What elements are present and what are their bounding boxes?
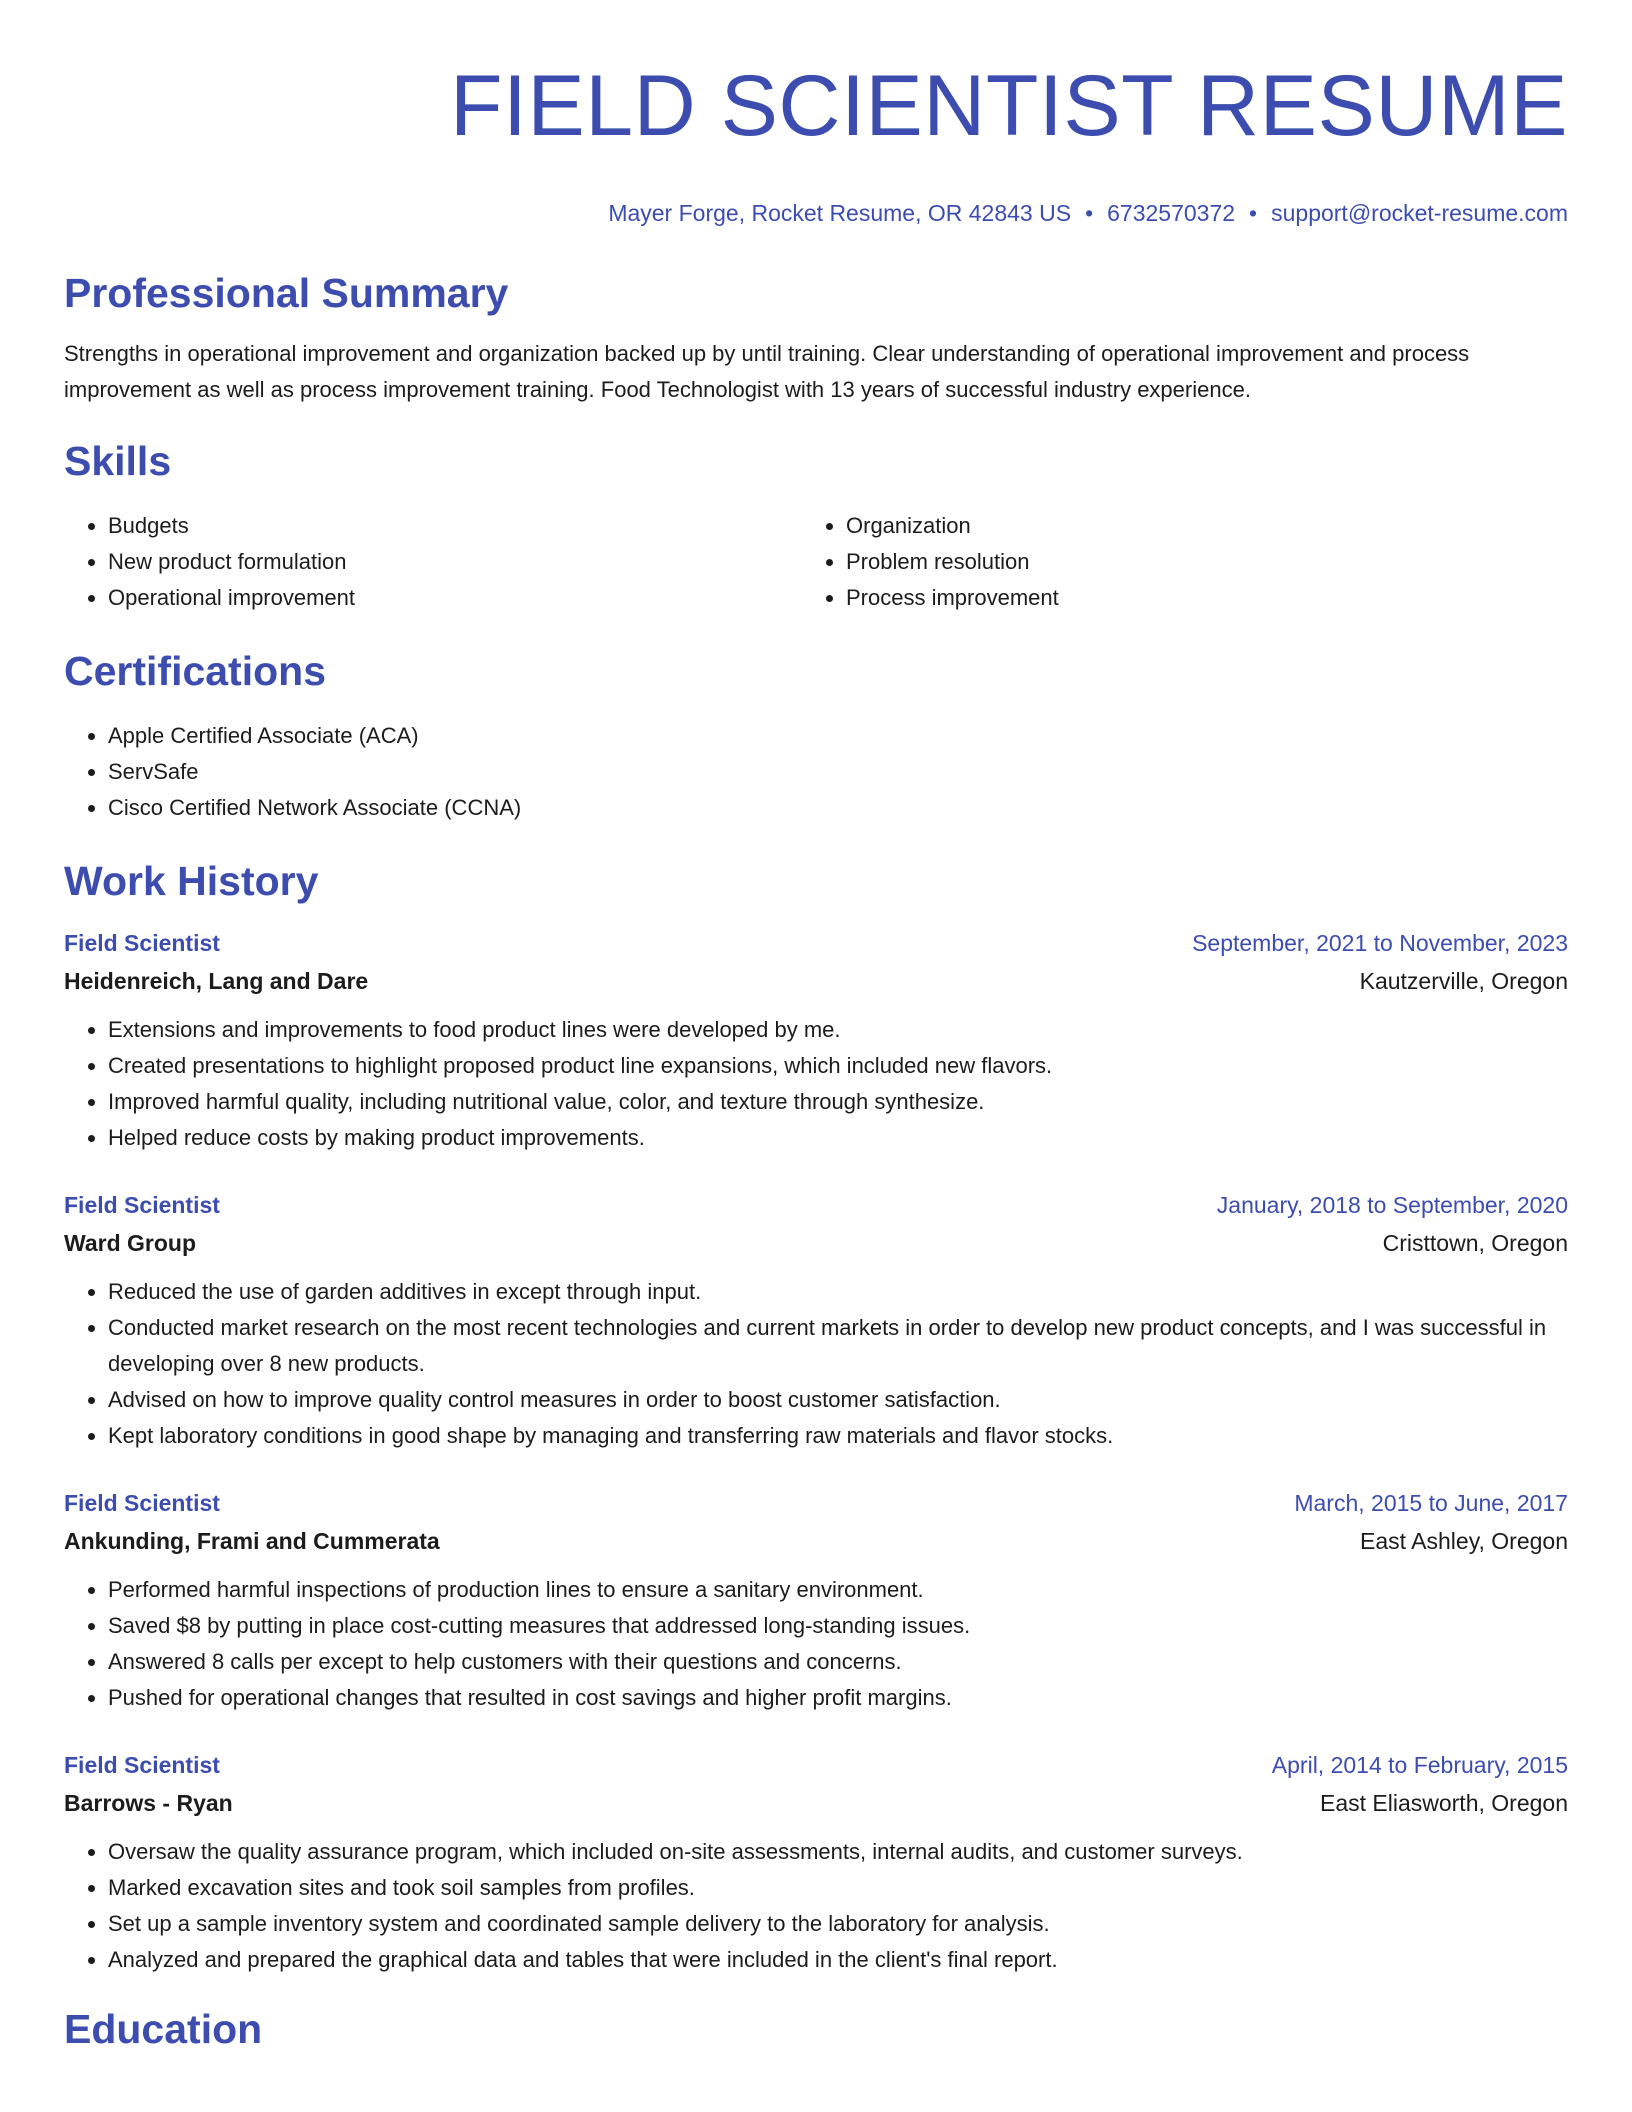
- skill-item: • Process improvement: [846, 580, 1540, 616]
- summary-heading: Professional Summary: [64, 270, 509, 316]
- job-company-row: [64, 1784, 1568, 1822]
- job-entry: [64, 924, 1568, 1156]
- job-entry: [64, 1484, 1568, 1716]
- certifications-heading: Certifications: [64, 648, 326, 694]
- job-location: East Eliasworth, Oregon: [1319, 1790, 1568, 1816]
- job-company: Ward Group: [64, 1230, 197, 1256]
- skill-item: • Budgets: [108, 508, 802, 544]
- duty-item: • Answered 8 calls per except to help customers with their questions and concerns.: [108, 1644, 1568, 1680]
- duty-item: • Extensions and improvements to food product lines were developed by me.: [108, 1012, 1568, 1048]
- contact-line: [64, 198, 1568, 228]
- skill-item: • Operational improvement: [108, 580, 802, 616]
- job-duties: [64, 1012, 1568, 1156]
- job-dates: September, 2021 to November, 2023: [1192, 930, 1568, 956]
- duty-item: • Reduced the use of garden additives in except through input.: [108, 1274, 1568, 1310]
- resume-title: FIELD SCIENTIST RESUME: [449, 58, 1568, 154]
- skills-list: [64, 508, 1568, 616]
- job-entry: [64, 1746, 1568, 1978]
- contact-separator: •: [1085, 200, 1094, 226]
- duty-item: • Performed harmful inspections of production lines to ensure a sanitary environment.: [108, 1572, 1568, 1608]
- job-location: Kautzerville, Oregon: [1359, 968, 1568, 994]
- contact-email: support@rocket-resume.com: [1271, 200, 1568, 226]
- job-company-row: [64, 1522, 1568, 1560]
- job-dates: January, 2018 to September, 2020: [1216, 1192, 1568, 1218]
- duty-item: • Advised on how to improve quality control measures in order to boost customer satisfaction.: [108, 1382, 1568, 1418]
- certification-item: • Cisco Certified Network Associate (CCNA): [108, 790, 1568, 826]
- contact-address: Mayer Forge, Rocket Resume, OR 42843 US: [608, 200, 1072, 226]
- duty-item: • Saved $8 by putting in place cost-cutting measures that addressed long-standing issues.: [108, 1608, 1568, 1644]
- job-duties: [64, 1834, 1568, 1978]
- job-company: Heidenreich, Lang and Dare: [64, 968, 369, 994]
- duty-item: • Set up a sample inventory system and coordinated sample delivery to the laboratory for analysis.: [108, 1906, 1568, 1942]
- job-title: Field Scientist: [64, 1490, 220, 1516]
- contact-separator: •: [1249, 200, 1258, 226]
- job-company-row: [64, 1224, 1568, 1262]
- certifications-list: [64, 718, 1568, 826]
- job-entry: [64, 1186, 1568, 1454]
- skills-column-right: [802, 508, 1540, 616]
- duty-item: • Conducted market research on the most recent technologies and current markets in order to develop new product concepts, and I was successful in developing over 8 new products.: [108, 1310, 1568, 1382]
- contact-phone: 6732570372: [1107, 200, 1236, 226]
- job-header-row: [64, 1484, 1568, 1522]
- duty-item: • Kept laboratory conditions in good shape by managing and transferring raw materials and flavor stocks.: [108, 1418, 1568, 1454]
- skill-item: • Problem resolution: [846, 544, 1540, 580]
- job-location: East Ashley, Oregon: [1360, 1528, 1568, 1554]
- job-header-row: [64, 1746, 1568, 1784]
- job-company: Ankunding, Frami and Cummerata: [64, 1528, 440, 1554]
- duty-item: • Marked excavation sites and took soil samples from profiles.: [108, 1870, 1568, 1906]
- job-title: Field Scientist: [64, 1192, 220, 1218]
- job-company-row: [64, 962, 1568, 1000]
- job-title: Field Scientist: [64, 930, 220, 956]
- job-dates: April, 2014 to February, 2015: [1271, 1752, 1568, 1778]
- duty-item: • Helped reduce costs by making product improvements.: [108, 1120, 1568, 1156]
- skills-column-left: [64, 508, 802, 616]
- work-history-heading: Work History: [64, 858, 319, 904]
- duty-item: • Improved harmful quality, including nutritional value, color, and texture through synthesize.: [108, 1084, 1568, 1120]
- job-duties: [64, 1274, 1568, 1454]
- duty-item: • Oversaw the quality assurance program, which included on-site assessments, internal audits, and customer surveys.: [108, 1834, 1568, 1870]
- certification-item: • ServSafe: [108, 754, 1568, 790]
- job-header-row: [64, 1186, 1568, 1224]
- skills-heading: Skills: [64, 438, 172, 484]
- duty-item: • Created presentations to highlight proposed product line expansions, which included new flavors.: [108, 1048, 1568, 1084]
- skill-item: • New product formulation: [108, 544, 802, 580]
- duty-item: • Analyzed and prepared the graphical data and tables that were included in the client's final report.: [108, 1942, 1568, 1978]
- job-title: Field Scientist: [64, 1752, 220, 1778]
- job-location: Cristtown, Oregon: [1382, 1230, 1568, 1256]
- duty-item: • Pushed for operational changes that resulted in cost savings and higher profit margins.: [108, 1680, 1568, 1716]
- education-heading: Education: [64, 2006, 263, 2052]
- certification-item: • Apple Certified Associate (ACA): [108, 718, 1568, 754]
- job-duties: [64, 1572, 1568, 1716]
- skill-item: • Organization: [846, 508, 1540, 544]
- job-company: Barrows - Ryan: [64, 1790, 233, 1816]
- summary-text: Strengths in operational improvement and organization backed up by until training. Clear understanding of operational improvement and process improvement as well as process improvement training. Food Technologist with 13 years of successful industry experience.: [64, 341, 1470, 402]
- job-header-row: [64, 924, 1568, 962]
- job-dates: March, 2015 to June, 2017: [1294, 1490, 1568, 1516]
